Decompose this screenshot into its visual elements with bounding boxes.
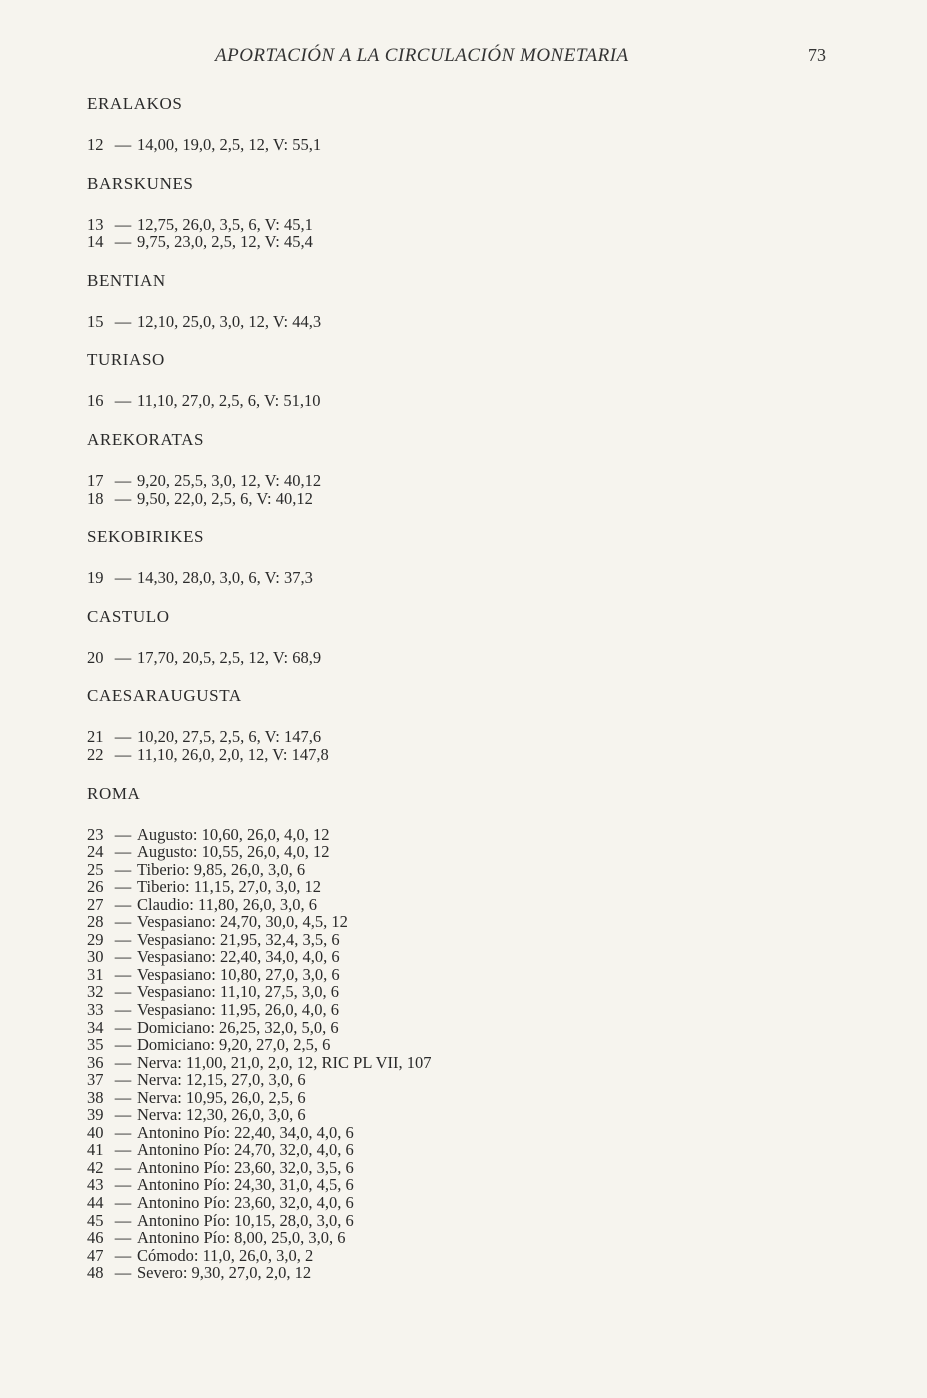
entry-number: 46: [87, 1228, 104, 1248]
entry-number: 39: [87, 1105, 104, 1125]
mint-section: [87, 349, 847, 410]
entry-dash: —: [114, 824, 132, 844]
entry-number: 31: [87, 964, 104, 984]
entry-number: 15: [87, 311, 104, 331]
catalog-entry: [87, 931, 847, 949]
entry-number: 29: [87, 929, 104, 949]
entry-text: 9,75, 23,0, 2,5, 12, V: 45,4: [137, 232, 313, 252]
entry-dash: —: [114, 232, 132, 252]
section-title: SEKOBIRIKES: [87, 527, 205, 547]
entry-dash: —: [114, 311, 132, 331]
entry-list: [87, 826, 847, 1282]
catalog-entry: [87, 1106, 847, 1124]
entry-number: 32: [87, 982, 104, 1002]
entry-dash: —: [114, 929, 132, 949]
entry-text: 9,50, 22,0, 2,5, 6, V: 40,12: [137, 488, 313, 508]
entry-list: [87, 472, 847, 507]
entry-dash: —: [114, 1157, 132, 1177]
catalog-entry: [87, 1141, 847, 1159]
section-title: BARSKUNES: [87, 173, 194, 193]
running-header: [0, 45, 927, 75]
section-title: AREKORATAS: [87, 429, 205, 449]
entry-text: 12,10, 25,0, 3,0, 12, V: 44,3: [137, 311, 322, 331]
entry-number: 48: [87, 1263, 104, 1283]
catalog-entry: [87, 1159, 847, 1177]
mint-section: [87, 429, 847, 507]
entry-text: Vespasiano: 22,40, 34,0, 4,0, 6: [137, 947, 340, 967]
entry-dash: —: [114, 1070, 132, 1090]
entry-number: 24: [87, 842, 104, 862]
catalog-entry: [87, 1019, 847, 1037]
entry-dash: —: [114, 1245, 132, 1265]
entry-text: 9,20, 25,5, 3,0, 12, V: 40,12: [137, 470, 322, 490]
entry-dash: —: [114, 1087, 132, 1107]
entry-list: [87, 392, 847, 410]
entry-text: Antonino Pío: 24,30, 31,0, 4,5, 6: [137, 1175, 354, 1195]
entry-number: 25: [87, 859, 104, 879]
entry-text: Antonino Pío: 23,60, 32,0, 4,0, 6: [137, 1193, 354, 1213]
entry-text: Antonino Pío: 23,60, 32,0, 3,5, 6: [137, 1157, 354, 1177]
catalog-entry: [87, 1229, 847, 1247]
entry-text: Antonino Pío: 22,40, 34,0, 4,0, 6: [137, 1122, 354, 1142]
entry-dash: —: [114, 912, 132, 932]
section-title: ERALAKOS: [87, 94, 183, 113]
mint-section: [87, 270, 847, 331]
entry-number: 34: [87, 1017, 104, 1037]
entry-dash: —: [114, 894, 132, 914]
entry-text: Antonino Pío: 8,00, 25,0, 3,0, 6: [137, 1228, 346, 1248]
entry-number: 14: [87, 232, 104, 252]
entry-number: 27: [87, 894, 104, 914]
running-title: APORTACIÓN A LA CIRCULACIÓN MONETARIA: [215, 45, 629, 66]
entry-number: 42: [87, 1157, 104, 1177]
entry-text: Tiberio: 11,15, 27,0, 3,0, 12: [137, 877, 321, 897]
catalog-entry: [87, 746, 847, 764]
catalog-entry: [87, 1036, 847, 1054]
catalog-entry: [87, 392, 847, 410]
entry-dash: —: [114, 568, 132, 588]
entry-text: Severo: 9,30, 27,0, 2,0, 12: [137, 1263, 312, 1283]
catalog-entry: [87, 136, 847, 154]
entry-dash: —: [114, 859, 132, 879]
entry-number: 22: [87, 744, 104, 764]
entry-text: Vespasiano: 21,95, 32,4, 3,5, 6: [137, 929, 340, 949]
entry-list: [87, 136, 847, 154]
catalog-content: [87, 93, 847, 1301]
catalog-entry: [87, 1212, 847, 1230]
catalog-entry: [87, 1054, 847, 1072]
entry-text: 12,75, 26,0, 3,5, 6, V: 45,1: [137, 214, 313, 234]
catalog-entry: [87, 948, 847, 966]
catalog-entry: [87, 233, 847, 251]
catalog-entry: [87, 1071, 847, 1089]
catalog-entry: [87, 1247, 847, 1265]
entry-number: 23: [87, 824, 104, 844]
catalog-entry: [87, 216, 847, 234]
entry-text: 14,00, 19,0, 2,5, 12, V: 55,1: [137, 135, 322, 154]
entry-dash: —: [114, 842, 132, 862]
section-title: TURIASO: [87, 350, 165, 370]
entry-dash: —: [114, 470, 132, 490]
entry-text: Augusto: 10,55, 26,0, 4,0, 12: [137, 842, 330, 862]
entry-dash: —: [114, 1105, 132, 1125]
entry-number: 36: [87, 1052, 104, 1072]
catalog-entry: [87, 490, 847, 508]
mint-section: [87, 783, 847, 1282]
entry-dash: —: [114, 877, 132, 897]
section-title: BENTIAN: [87, 270, 166, 290]
catalog-entry: [87, 1001, 847, 1019]
entry-dash: —: [114, 727, 132, 747]
entry-number: 20: [87, 647, 104, 667]
entry-text: Nerva: 12,15, 27,0, 3,0, 6: [137, 1070, 306, 1090]
entry-text: Antonino Pío: 24,70, 32,0, 4,0, 6: [137, 1140, 354, 1160]
entry-dash: —: [114, 1210, 132, 1230]
entry-number: 19: [87, 568, 104, 588]
mint-section: [87, 685, 847, 763]
entry-dash: —: [114, 964, 132, 984]
mint-section: [87, 606, 847, 667]
catalog-entry: [87, 649, 847, 667]
entry-dash: —: [114, 1263, 132, 1283]
entry-text: Claudio: 11,80, 26,0, 3,0, 6: [137, 894, 317, 914]
catalog-entry: [87, 826, 847, 844]
mint-section: [87, 526, 847, 587]
entry-text: Vespasiano: 11,95, 26,0, 4,0, 6: [137, 1000, 339, 1019]
entry-text: Vespasiano: 10,80, 27,0, 3,0, 6: [137, 964, 340, 984]
catalog-entry: [87, 1176, 847, 1194]
catalog-entry: [87, 983, 847, 1001]
entry-dash: —: [114, 488, 132, 508]
catalog-entry: [87, 896, 847, 914]
entry-dash: —: [114, 214, 132, 234]
entry-dash: —: [114, 1193, 132, 1213]
catalog-entry: [87, 843, 847, 861]
catalog-entry: [87, 569, 847, 587]
entry-text: Tiberio: 9,85, 26,0, 3,0, 6: [137, 859, 306, 879]
entry-list: [87, 728, 847, 763]
entry-number: 30: [87, 947, 104, 967]
catalog-entry: [87, 1264, 847, 1282]
entry-dash: —: [114, 1052, 132, 1072]
entry-text: Nerva: 11,00, 21,0, 2,0, 12, RIC PL VII, 107: [137, 1052, 432, 1072]
entry-text: Cómodo: 11,0, 26,0, 3,0, 2: [137, 1245, 314, 1265]
entry-dash: —: [114, 744, 132, 764]
entry-number: 44: [87, 1193, 104, 1213]
entry-dash: —: [114, 1140, 132, 1160]
catalog-entry: [87, 966, 847, 984]
mint-section: [87, 93, 847, 154]
entry-dash: —: [114, 947, 132, 967]
entry-text: 11,10, 26,0, 2,0, 12, V: 147,8: [137, 744, 329, 764]
entry-text: 10,20, 27,5, 2,5, 6, V: 147,6: [137, 727, 322, 747]
entry-number: 41: [87, 1140, 104, 1160]
entry-number: 26: [87, 877, 104, 897]
section-title: ROMA: [87, 783, 141, 803]
entry-number: 18: [87, 488, 104, 508]
entry-text: Domiciano: 9,20, 27,0, 2,5, 6: [137, 1035, 331, 1055]
entry-number: 37: [87, 1070, 104, 1090]
catalog-entry: [87, 1194, 847, 1212]
entry-text: 17,70, 20,5, 2,5, 12, V: 68,9: [137, 647, 322, 667]
entry-text: Nerva: 10,95, 26,0, 2,5, 6: [137, 1087, 306, 1107]
entry-dash: —: [114, 391, 132, 411]
entry-number: 43: [87, 1175, 104, 1195]
catalog-entry: [87, 1124, 847, 1142]
entry-number: 35: [87, 1035, 104, 1055]
entry-text: Vespasiano: 11,10, 27,5, 3,0, 6: [137, 982, 339, 1002]
entry-number: 12: [87, 135, 104, 154]
catalog-entry: [87, 1089, 847, 1107]
entry-dash: —: [114, 1122, 132, 1142]
entry-list: [87, 569, 847, 587]
entry-number: 40: [87, 1122, 104, 1142]
entry-number: 21: [87, 727, 104, 747]
catalog-entry: [87, 728, 847, 746]
entry-dash: —: [114, 135, 132, 154]
entry-dash: —: [114, 1000, 132, 1019]
entry-dash: —: [114, 982, 132, 1002]
entry-number: 17: [87, 470, 104, 490]
entry-dash: —: [114, 1175, 132, 1195]
catalog-entry: [87, 878, 847, 896]
entry-text: Domiciano: 26,25, 32,0, 5,0, 6: [137, 1017, 339, 1037]
entry-text: Vespasiano: 24,70, 30,0, 4,5, 12: [137, 912, 348, 932]
section-title: CASTULO: [87, 606, 170, 626]
entry-list: [87, 216, 847, 251]
catalog-entry: [87, 472, 847, 490]
entry-dash: —: [114, 1035, 132, 1055]
entry-text: 14,30, 28,0, 3,0, 6, V: 37,3: [137, 568, 313, 588]
entry-dash: —: [114, 647, 132, 667]
entry-dash: —: [114, 1017, 132, 1037]
entry-text: Augusto: 10,60, 26,0, 4,0, 12: [137, 824, 330, 844]
catalog-entry: [87, 913, 847, 931]
entry-number: 13: [87, 214, 104, 234]
entry-text: Antonino Pío: 10,15, 28,0, 3,0, 6: [137, 1210, 354, 1230]
entry-number: 45: [87, 1210, 104, 1230]
entry-dash: —: [114, 1228, 132, 1248]
catalog-entry: [87, 313, 847, 331]
entry-number: 38: [87, 1087, 104, 1107]
entry-text: Nerva: 12,30, 26,0, 3,0, 6: [137, 1105, 306, 1125]
page-number: 73: [808, 45, 826, 65]
mint-section: [87, 173, 847, 251]
catalog-entry: [87, 861, 847, 879]
entry-list: [87, 313, 847, 331]
entry-list: [87, 649, 847, 667]
entry-number: 47: [87, 1245, 104, 1265]
section-title: CAESARAUGUSTA: [87, 686, 242, 706]
entry-number: 28: [87, 912, 104, 932]
entry-number: 16: [87, 391, 104, 411]
entry-number: 33: [87, 1000, 104, 1019]
entry-text: 11,10, 27,0, 2,5, 6, V: 51,10: [137, 391, 321, 411]
